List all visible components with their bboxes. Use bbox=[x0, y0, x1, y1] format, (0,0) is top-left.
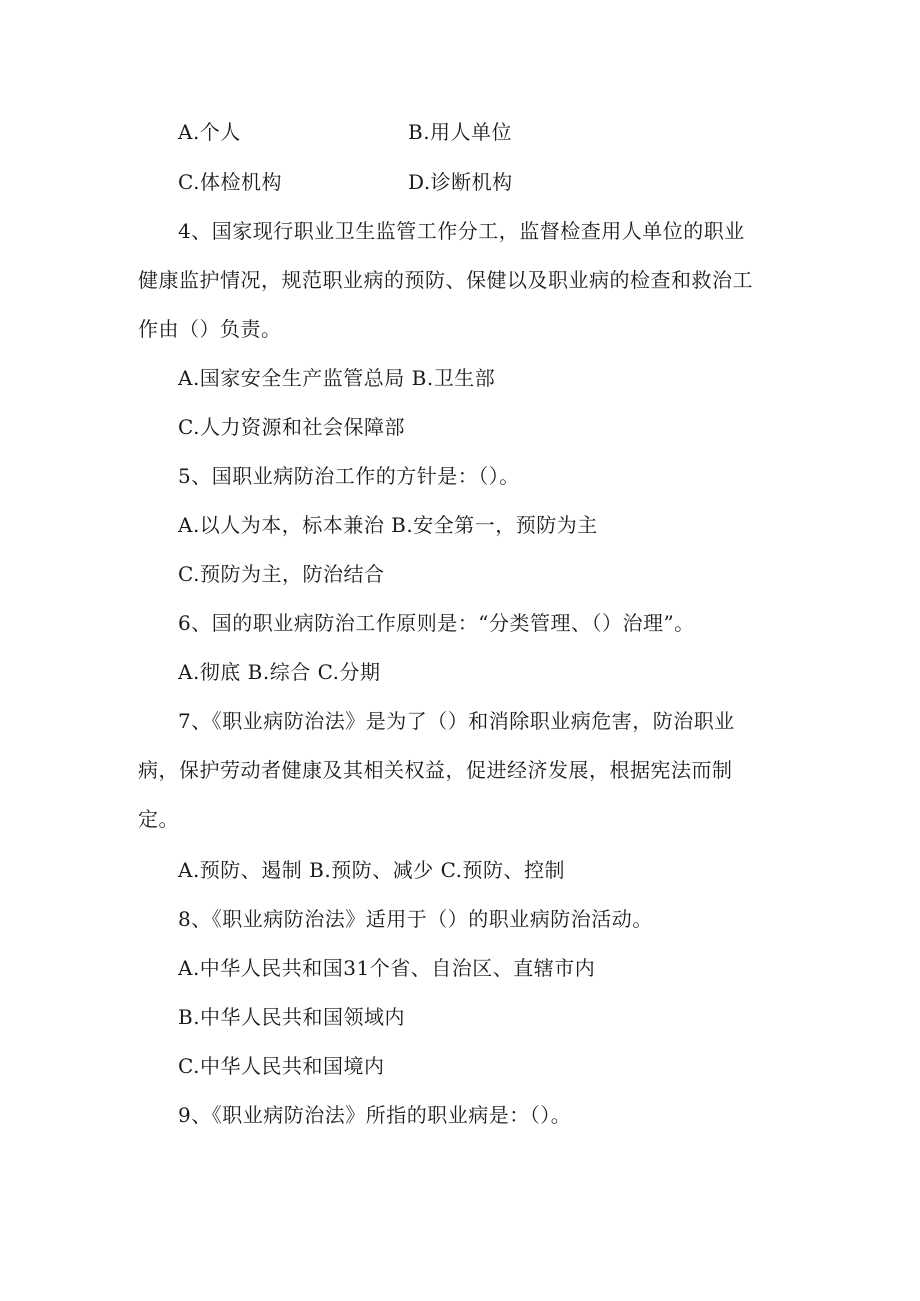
q3-options-row-1 bbox=[178, 120, 513, 144]
q8-option-line-2: B.中华人民共和国领域内 bbox=[178, 1005, 406, 1029]
q4-option-line-2: C.人力资源和社会保障部 bbox=[178, 415, 405, 439]
q5-option-line-2: C.预防为主，防治结合 bbox=[178, 562, 385, 586]
q5-option-line-1: A.以人为本，标本兼治 B.安全第一，预防为主 bbox=[178, 513, 598, 537]
q3-option-c: C.体检机构 bbox=[178, 170, 282, 194]
q3-options-row-2 bbox=[178, 170, 513, 194]
q3-option-a: A.个人 bbox=[178, 120, 241, 144]
q4-question-line-3: 作由（）负责。 bbox=[138, 317, 282, 341]
q8-option-line-1: A.中华人民共和国31个省、自治区、直辖市内 bbox=[178, 956, 596, 980]
q8-question-line-1: 8、《职业病防治法》适用于（）的职业病防治活动。 bbox=[178, 907, 653, 931]
q7-question-line-3: 定。 bbox=[138, 807, 179, 831]
q9-question-line-1: 9、《职业病防治法》所指的职业病是：（）。 bbox=[178, 1103, 572, 1127]
q7-option-line-1: A.预防、遏制 B.预防、减少 C.预防、控制 bbox=[178, 858, 566, 882]
q7-question-line-1: 7、《职业病防治法》是为了（）和消除职业病危害，防治职业 bbox=[178, 709, 735, 733]
q6-option-line-1: A.彻底 B.综合 C.分期 bbox=[178, 660, 381, 684]
q3-option-d: D.诊断机构 bbox=[408, 170, 513, 194]
q4-option-line-1: A.国家安全生产监管总局 B.卫生部 bbox=[178, 366, 496, 390]
q3-option-b: B.用人单位 bbox=[408, 120, 513, 144]
q6-question-line-1: 6、国的职业病防治工作原则是：“分类管理、（）治理”。 bbox=[178, 611, 695, 635]
q4-question-line-1: 4、国家现行职业卫生监管工作分工，监督检查用人单位的职业 bbox=[178, 219, 745, 243]
q7-question-line-2: 病，保护劳动者健康及其相关权益，促进经济发展，根据宪法而制 bbox=[138, 758, 733, 782]
q4-question-line-2: 健康监护情况，规范职业病的预防、保健以及职业病的检查和救治工 bbox=[138, 268, 753, 292]
q8-option-line-3: C.中华人民共和国境内 bbox=[178, 1054, 385, 1078]
q5-question-line-1: 5、国职业病防治工作的方针是：（）。 bbox=[178, 464, 520, 488]
